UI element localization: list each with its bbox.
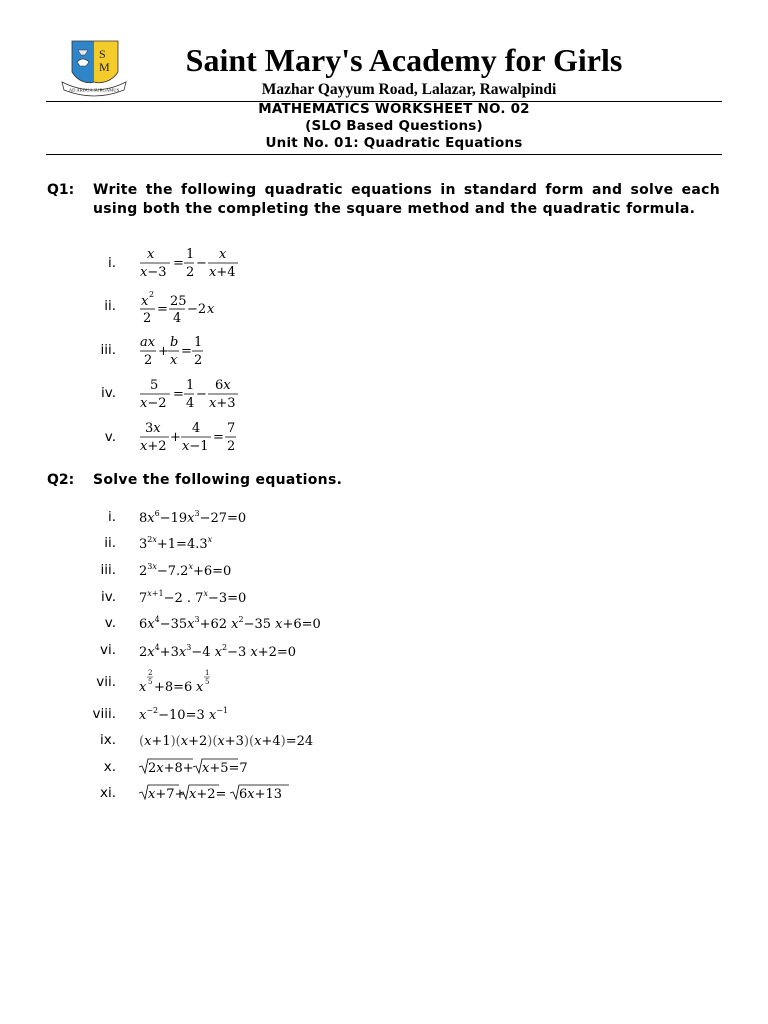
svg-text:1: 1 bbox=[186, 378, 195, 393]
svg-text:5: 5 bbox=[205, 678, 210, 686]
svg-text:x+3: x+3 bbox=[209, 396, 236, 411]
equation bbox=[139, 376, 249, 412]
worksheet-title: MATHEMATICS WORKSHEET NO. 02 bbox=[258, 101, 530, 117]
equation bbox=[139, 756, 359, 776]
svg-text:1: 1 bbox=[186, 247, 195, 262]
svg-text:25: 25 bbox=[170, 294, 187, 309]
equation bbox=[139, 246, 249, 280]
item-number: v. bbox=[104, 615, 116, 631]
equation bbox=[139, 666, 259, 696]
svg-text:6x+13: 6x+13 bbox=[239, 787, 283, 802]
item-number: i. bbox=[107, 509, 116, 525]
item-number: iv. bbox=[101, 589, 116, 605]
svg-text:(x+1)(x+2)(x+3)(x+4)=24: (x+1)(x+2)(x+3)(x+4)=24 bbox=[139, 734, 314, 749]
equation bbox=[139, 506, 339, 526]
item-number: ix. bbox=[99, 732, 116, 748]
svg-text:8x6−19x3−27=0: $8x^6-19x^3-27=0$ bbox=[139, 509, 247, 526]
svg-text:x+2=: x+2= bbox=[189, 787, 227, 802]
school-address: Mazhar Qayyum Road, Lalazar, Rawalpindi bbox=[261, 81, 557, 98]
equation bbox=[139, 782, 359, 802]
svg-text:=: = bbox=[213, 430, 224, 445]
item-number: x. bbox=[103, 759, 116, 775]
question-text: Write the following quadratic equations in standard form and solve each using both the completing the square method and the quadratic formula. bbox=[93, 182, 720, 217]
equation bbox=[139, 729, 359, 749]
item-number: vii. bbox=[96, 674, 116, 690]
equation bbox=[139, 703, 339, 723]
svg-text:+: + bbox=[170, 430, 181, 445]
svg-text:2: 2 bbox=[144, 353, 153, 368]
svg-text:x+5=7: x+5=7 bbox=[202, 761, 248, 776]
svg-text:x+2: x+2 bbox=[140, 439, 167, 454]
question-number: Q1: bbox=[47, 182, 75, 198]
svg-text:x: x bbox=[139, 680, 147, 695]
svg-text:2: 2 bbox=[148, 669, 153, 677]
svg-text:4: 4 bbox=[186, 396, 195, 411]
svg-text:2: 2 bbox=[143, 311, 152, 326]
svg-text:x+7+: x+7+ bbox=[148, 787, 186, 802]
svg-text:5: 5 bbox=[148, 678, 153, 686]
unit-title: Unit No. 01: Quadratic Equations bbox=[265, 135, 523, 151]
svg-text:32x+1=4.3x: $3^2x+1=4.3^x$ bbox=[139, 535, 213, 552]
svg-text:b: b bbox=[170, 335, 179, 350]
crest-motto: AD ARDUA SURGAMUS bbox=[68, 87, 120, 93]
equation bbox=[139, 586, 339, 606]
svg-text:7x+1−2 . 7x−3=0: $7^x+1-2$ . $7^x-3=0$ bbox=[139, 589, 247, 606]
svg-text:x−2−10=3 x−1: $x^{-2}-10=3$ $x^{-1}$ bbox=[139, 706, 229, 723]
svg-text:2: 2 bbox=[194, 353, 203, 368]
svg-text:x: x bbox=[219, 247, 227, 262]
svg-text:2x4+3x3−4 x2−3 x+2=0: $2x^4+3x^3-4$ $x^2-3$ x+2=0 bbox=[139, 643, 297, 660]
svg-text:2: 2 bbox=[186, 265, 195, 280]
svg-text:=: = bbox=[181, 344, 192, 359]
svg-text:x−3: x−3 bbox=[140, 265, 167, 280]
crest-letter-m: M bbox=[99, 60, 110, 74]
svg-text:+: + bbox=[158, 344, 169, 359]
header-bottom-rule bbox=[46, 154, 722, 155]
school-name: Saint Mary's Academy for Girls bbox=[185, 42, 623, 78]
svg-text:x−1: x−1 bbox=[182, 439, 209, 454]
svg-text:1: 1 bbox=[205, 669, 210, 677]
svg-text:x+4: x+4 bbox=[209, 265, 236, 280]
svg-text:7: 7 bbox=[227, 421, 236, 436]
equation bbox=[139, 612, 359, 632]
question-number: Q2: bbox=[47, 472, 75, 488]
item-number: ii. bbox=[104, 298, 116, 314]
svg-text:x: x bbox=[147, 247, 155, 262]
item-number: v. bbox=[104, 429, 116, 445]
svg-text:+8=6: +8=6 bbox=[154, 680, 193, 695]
item-number: xi. bbox=[99, 785, 116, 801]
question-text: Solve the following equations. bbox=[93, 472, 343, 488]
equation bbox=[139, 288, 249, 326]
svg-text:6x: 6x bbox=[215, 378, 231, 393]
svg-text:1: 1 bbox=[194, 335, 203, 350]
svg-text:4: 4 bbox=[173, 311, 182, 326]
svg-text:x: x bbox=[170, 353, 178, 368]
svg-text:2x+8+: 2x+8+ bbox=[148, 761, 194, 776]
svg-text:x: x bbox=[207, 302, 215, 317]
equation bbox=[139, 419, 249, 455]
svg-text:4: 4 bbox=[192, 421, 201, 436]
item-number: i. bbox=[107, 255, 116, 271]
equation bbox=[139, 640, 359, 660]
svg-text:x−2: x−2 bbox=[140, 396, 167, 411]
item-number: iii. bbox=[100, 562, 116, 578]
worksheet-subtitle: (SLO Based Questions) bbox=[305, 118, 483, 134]
item-number: iii. bbox=[100, 342, 116, 358]
svg-text:−2: −2 bbox=[187, 302, 207, 317]
equation bbox=[139, 532, 339, 552]
equation bbox=[139, 559, 339, 579]
svg-text:=: = bbox=[173, 387, 184, 402]
svg-text:−: − bbox=[196, 256, 207, 271]
item-number: iv. bbox=[101, 385, 116, 401]
item-number: ii. bbox=[104, 535, 116, 551]
svg-text:ax: ax bbox=[140, 335, 156, 350]
svg-text:x: x bbox=[196, 680, 204, 695]
svg-text:2: 2 bbox=[149, 290, 155, 299]
crest-letter-s: S bbox=[99, 47, 106, 61]
svg-text:=: = bbox=[157, 302, 168, 317]
svg-text:6x4−35x3+62 x2−35 x+6=0: $6x^4-35x^3+62$ $x^2-35$ x+6=0 bbox=[139, 615, 321, 632]
svg-text:3x: 3x bbox=[145, 421, 161, 436]
svg-text:2: 2 bbox=[227, 439, 236, 454]
svg-text:=: = bbox=[173, 256, 184, 271]
equation bbox=[139, 333, 219, 369]
svg-text:5: 5 bbox=[150, 378, 159, 393]
svg-text:−: − bbox=[196, 387, 207, 402]
svg-text:23x−7.2x+6=0: $2^3x-7.2^x+6=0$ bbox=[139, 562, 232, 579]
item-number: vi. bbox=[99, 642, 116, 658]
item-number: viii. bbox=[92, 706, 116, 722]
svg-text:x: x bbox=[141, 294, 149, 309]
